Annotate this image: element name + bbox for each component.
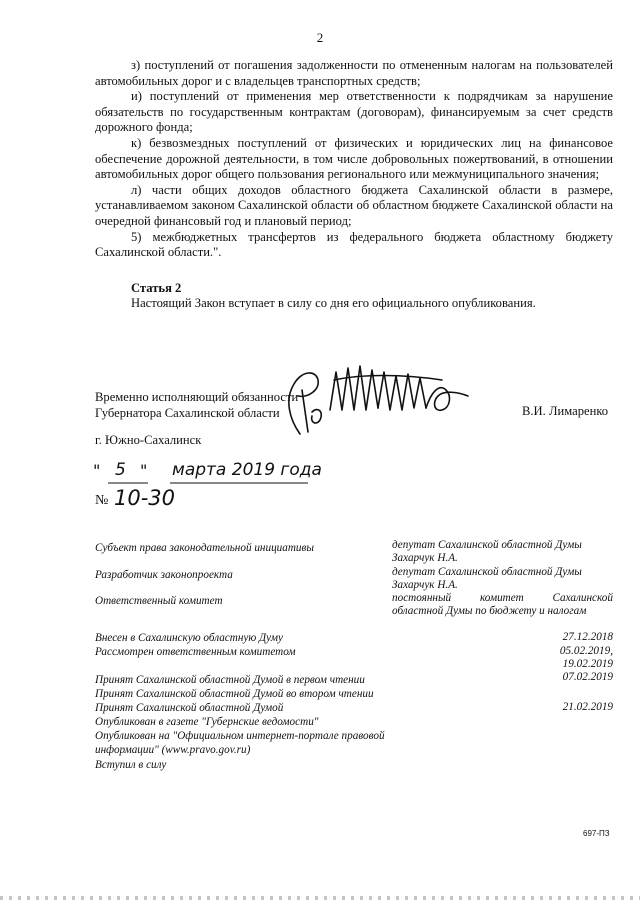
number-prefix: №: [95, 493, 109, 508]
procedure-label-adopted: Принят Сахалинской областной Думой: [95, 702, 284, 714]
procedure-label-first-reading: Принят Сахалинской областной Думой в первом чтении: [95, 674, 365, 686]
info-value-developer: депутат Сахалинской областной Думы Захарчук Н.А.: [392, 566, 582, 591]
position-line-1: Временно исполняющий обязанности: [95, 390, 299, 404]
info-label-committee: Ответственный комитет: [95, 595, 223, 607]
article-title: Статья 2: [131, 281, 182, 295]
date-open-quote: ": [93, 461, 101, 480]
procedure-label-committee: Рассмотрен ответственным комитетом: [95, 646, 296, 658]
paragraph-z: з) поступлений от погашения задолженности по отмененным налогам на пользователей автомобильных дорог и с владельцев транспортных средств;: [95, 58, 613, 88]
handwritten-day: 5: [115, 460, 126, 480]
city-label: г. Южно-Сахалинск: [95, 433, 202, 447]
article-text: Настоящий Закон вступает в силу со дня его официального опубликования.: [131, 296, 536, 310]
procedure-label-published-portal: Опубликован на "Официальном интернет-портале правовой информации" (www.pravo.gov.ru): [95, 730, 385, 756]
position-line-2: Губернатора Сахалинской области: [95, 406, 280, 420]
page-number: 2: [316, 30, 324, 45]
info-label-developer: Разработчик законопроекта: [95, 569, 233, 581]
handwritten-month-year: марта 2019 года: [172, 460, 322, 480]
handwritten-signature: [272, 350, 482, 440]
procedure-label-published-newspaper: Опубликован в газете "Губернские ведомости": [95, 716, 319, 728]
paragraph-l: л) части общих доходов областного бюджета Сахалинской области в размере, устанавливаемом законом Сахалинской области об областном бюджете Сахалинской области на очередной финансовый год и плановый период;: [95, 182, 613, 228]
paragraph-k: к) безвозмездных поступлений от физических и юридических лиц на финансовое обеспечение дорожной деятельности, в том числе добровольных пожертвований, в отношении автомобильных дорог общего пользования регионального или межмуниципального значения;: [95, 135, 613, 182]
signatory-position: [95, 389, 298, 421]
paragraph-5: 5) межбюджетных трансфертов из федерального бюджета областному бюджету Сахалинской области.".: [95, 229, 613, 260]
signatory-name: В.И. Лимаренко: [522, 404, 609, 418]
procedure-label-introduced: Внесен в Сахалинскую областную Думу: [95, 632, 283, 644]
procedure-date-committee-2: 19.02.2019: [562, 658, 613, 670]
procedure-date-committee-1: 05.02.2019,: [559, 645, 613, 657]
handwritten-number: 10-30: [114, 486, 176, 510]
procedure-label-in-force: Вступил в силу: [95, 759, 167, 771]
date-close-quote: ": [140, 461, 148, 480]
scan-edge-noise: [0, 896, 640, 900]
paragraph-i: и) поступлений от применения мер ответственности к подрядчикам за нарушение обязательств по государственным контрактам (договорам), финансируемым за счет средств дорожного фонда;: [95, 89, 613, 135]
info-label-subject: Субъект права законодательной инициативы: [95, 542, 314, 554]
procedure-date-first-reading: 07.02.2019: [562, 671, 613, 683]
procedure-date-introduced: 27.12.2018: [562, 631, 613, 643]
procedure-date-adopted: 21.02.2019: [562, 701, 613, 713]
info-value-subject: депутат Сахалинской областной Думы Захарчук Н.А.: [392, 539, 582, 564]
info-value-committee: постоянный комитет Сахалинской областной Думы по бюджету и налогам: [392, 592, 613, 617]
document-code: 697-ПЗ: [583, 829, 610, 838]
procedure-label-second-reading: Принят Сахалинской областной Думой во втором чтении: [95, 688, 374, 700]
law-text-body: [95, 58, 613, 261]
